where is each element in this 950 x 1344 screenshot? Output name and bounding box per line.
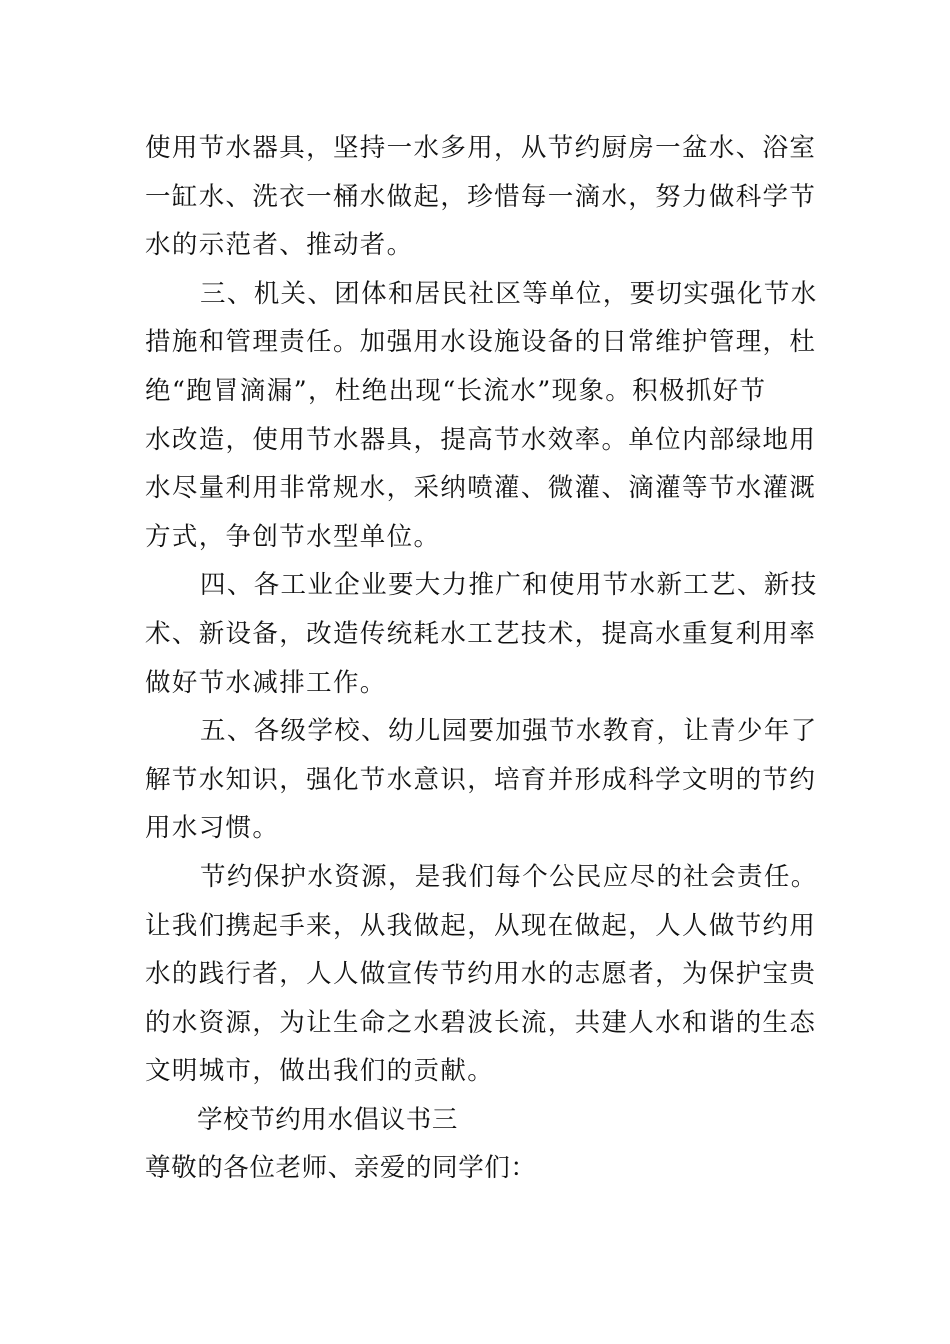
- text-line: 用水习惯。: [145, 813, 280, 844]
- text-line: 水的践行者，人人做宣传节约用水的志愿者，为保护宝贵: [145, 959, 817, 990]
- document-page: [145, 124, 818, 1193]
- text-line: 让我们携起手来，从我做起，从现在做起，人人做节约用: [145, 910, 817, 941]
- paragraph-item-four: [145, 561, 818, 707]
- text-line: 水的示范者、推动者。: [145, 230, 414, 261]
- text-line: 三、机关、团体和居民社区等单位，要切实强化节水: [200, 278, 818, 309]
- text-line: 的水资源，为让生命之水碧波长流，共建人水和谐的生态: [145, 1007, 817, 1038]
- paragraph-continuation: [145, 124, 817, 270]
- text-line: 五、各级学校、幼儿园要加强节水教育，让青少年了: [200, 716, 818, 747]
- text-line: 解节水知识，强化节水意识，培育并形成科学文明的节约: [145, 764, 817, 795]
- text-line: 做好节水减排工作。: [145, 667, 387, 698]
- text-line: 水尽量利用非常规水，采纳喷灌、微灌、滴灌等节水灌溉: [145, 473, 817, 504]
- text-line: 一缸水、洗衣一桶水做起，珍惜每一滴水，努力做科学节: [145, 181, 817, 212]
- salutation: 尊敬的各位老师、亲爱的同学们：: [145, 1153, 537, 1184]
- text-line: 水改造，使用节水器具，提高节水效率。单位内部绿地用: [145, 424, 817, 455]
- text-line: 四、各工业企业要大力推广和使用节水新工艺、新技: [200, 570, 818, 601]
- paragraph-item-five: [145, 707, 818, 853]
- text-line: 节约保护水资源，是我们每个公民应尽的社会责任。: [200, 861, 818, 892]
- text-line: 使用节水器具，坚持一水多用，从节约厨房一盆水、浴室: [145, 133, 817, 163]
- paragraph-item-three: [145, 270, 818, 562]
- paragraph-closing: [145, 853, 818, 1096]
- section-title: 学校节约用水倡议书三: [197, 1104, 459, 1135]
- text-line: 文明城市，做出我们的贡献。: [145, 1056, 495, 1087]
- text-line: 绝“跑冒滴漏”，杜绝出现“长流水”现象。积极抓好节: [145, 375, 767, 406]
- text-line: 术、新设备，改造传统耗水工艺技术，提高水重复利用率: [145, 618, 817, 649]
- text-line: 措施和管理责任。加强用水设施设备的日常维护管理，杜: [145, 327, 817, 358]
- text-line: 方式，争创节水型单位。: [145, 521, 441, 552]
